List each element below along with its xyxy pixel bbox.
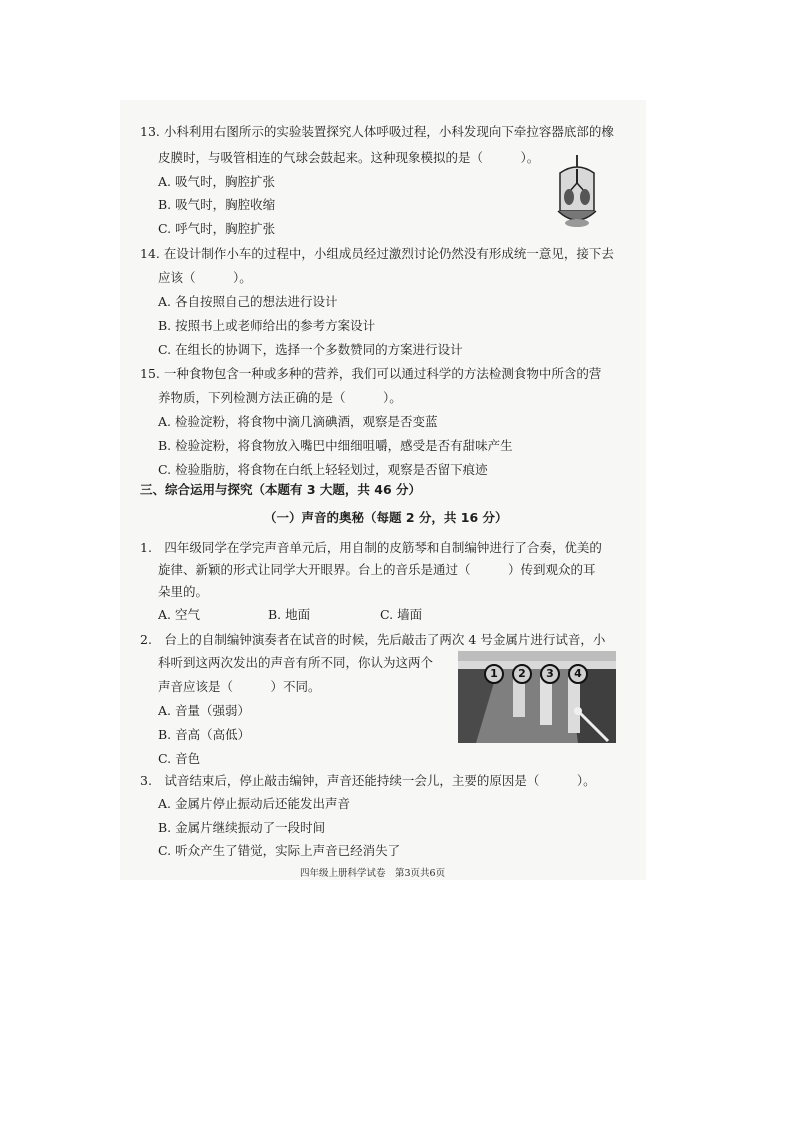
q14-option-b: B. 按照书上或老师给出的参考方案设计 [158, 318, 376, 333]
s2-stem-line1: 2. 台上的自制编钟演奏者在试音的时候，先后敲击了两次 4 号金属片进行试音，小 [140, 632, 606, 647]
q13-stem-line1: 13. 小科利用右图所示的实验装置探究人体呼吸过程，小科发现向下牵拉容器底部的橡 [140, 124, 614, 139]
s1-option-c: C. 墙面 [380, 607, 423, 622]
q14-stem-line1: 14. 在设计制作小车的过程中，小组成员经过激烈讨论仍然没有形成统一意见，接下去 [140, 246, 614, 261]
q15-option-b: B. 检验淀粉，将食物放入嘴巴中细细咀嚼，感受是否有甜味产生 [158, 438, 513, 453]
section-3-heading: 三、综合运用与探究（本题有 3 大题，共 46 分） [140, 482, 422, 497]
chime-photo-figure [458, 651, 616, 743]
s1-stem-line2: 旋律、新颖的形式让同学大开眼界。台上的音乐是通过（ ）传到观众的耳 [158, 562, 596, 577]
q14-option-a: A. 各自按照自己的想法进行设计 [158, 294, 338, 309]
s3-option-a: A. 金属片停止振动后还能发出声音 [158, 796, 350, 811]
q13-option-b: B. 吸气时，胸腔收缩 [158, 197, 276, 212]
chime-label-2: 2 [512, 664, 532, 684]
q13-option-c: C. 呼气时，胸腔扩张 [158, 221, 276, 236]
s1-stem-line1: 1. 四年级同学在学完声音单元后，用自制的皮筋琴和自制编钟进行了合奏，优美的 [140, 540, 602, 555]
s3-stem-line1: 3. 试音结束后，停止敲击编钟，声音还能持续一会儿，主要的原因是（ ）。 [140, 773, 596, 788]
q15-stem-line2: 养物质，下列检测方法正确的是（ ）。 [158, 390, 402, 405]
q15-option-c: C. 检验脂肪，将食物在白纸上轻轻划过，观察是否留下痕迹 [158, 462, 488, 477]
q13-option-a: A. 吸气时，胸腔扩张 [158, 174, 275, 189]
s1-option-b: B. 地面 [268, 607, 311, 622]
s2-stem-line2: 科听到这两次发出的声音有所不同，你认为这两个 [158, 655, 434, 670]
s1-stem-line3: 朵里的。 [158, 584, 209, 599]
chime-label-4: 4 [568, 664, 588, 684]
s2-option-b: B. 音高（高低） [158, 727, 251, 742]
q14-option-c: C. 在组长的协调下，选择一个多数赞同的方案进行设计 [158, 342, 463, 357]
s2-stem-line3: 声音应该是（ ）不同。 [158, 679, 321, 694]
q15-option-a: A. 检验淀粉，将食物中滴几滴碘酒，观察是否变蓝 [158, 414, 438, 429]
part-1-heading: （一）声音的奥秘（每题 2 分，共 16 分） [264, 510, 508, 525]
chime-label-3: 3 [540, 664, 560, 684]
q15-stem-line1: 15. 一种食物包含一种或多种的营养，我们可以通过科学的方法检测食物中所含的营 [140, 366, 602, 381]
s2-option-a: A. 音量（强弱） [158, 703, 250, 718]
q13-stem-line2: 皮膜时，与吸管相连的气球会鼓起来。这种现象模拟的是（ ）。 [158, 150, 540, 165]
chime-label-1: 1 [484, 664, 504, 684]
page-footer: 四年级上册科学试卷 第3页共6页 [300, 868, 446, 879]
s2-option-c: C. 音色 [158, 751, 201, 766]
s3-option-b: B. 金属片继续振动了一段时间 [158, 820, 326, 835]
bell-jar-lung-model-figure [548, 153, 606, 231]
s3-option-c: C. 听众产生了错觉，实际上声音已经消失了 [158, 843, 401, 858]
s1-option-a: A. 空气 [158, 607, 200, 622]
q14-stem-line2: 应该（ ）。 [158, 270, 252, 285]
